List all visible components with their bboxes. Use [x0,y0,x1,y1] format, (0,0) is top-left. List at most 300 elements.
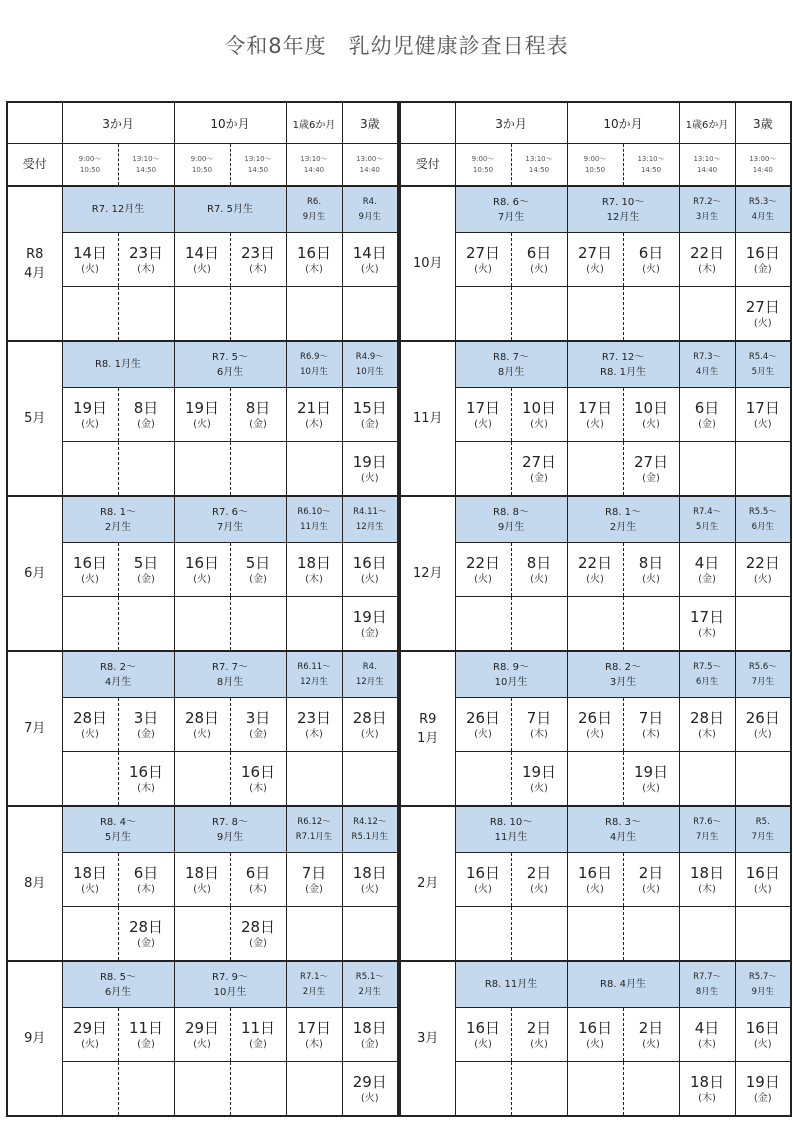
date-weekday: (金) [137,573,155,585]
birth-range-line: 9月生 [358,211,381,222]
date-row [7,1008,398,1062]
birth-range-line: R7.4〜 [693,506,721,517]
birth-range [735,806,791,853]
date-weekday: (火) [753,728,772,740]
birth-range [455,806,567,853]
date-cell [286,597,342,652]
reception-time [118,144,174,187]
birth-range-line: 7月生 [751,831,774,842]
birth-range-line: R5.4〜 [748,351,777,362]
date-day: 8日 [245,398,271,417]
birth-range-line: R8. 7〜 [493,351,530,363]
birth-row [400,806,791,853]
date-cell [118,1062,174,1117]
birth-row [400,186,791,233]
date-cell [62,287,118,342]
date-weekday: (火) [586,883,604,895]
date-cell [118,597,174,652]
reception-time [735,144,791,187]
date-cell [511,233,567,287]
date-row [400,1008,791,1062]
date-weekday: (火) [360,472,379,484]
date-cell [567,233,623,287]
date-cell [623,442,679,497]
date-day: 16日 [465,863,501,882]
birth-range [174,961,286,1008]
date-cell [174,597,230,652]
date-cell [62,233,118,287]
date-cell [455,907,511,962]
reception-time [174,144,230,187]
birth-range-line: 5月生 [751,366,774,377]
date-day: 22日 [745,553,780,572]
time-line: 13:00〜 [356,154,384,163]
date-day: 6日 [133,863,159,882]
date-day: 17日 [465,398,501,417]
birth-range-line: 6月生 [695,676,719,687]
date-cell [286,543,342,597]
date-day: 8日 [638,553,664,572]
date-weekday: (火) [474,418,492,430]
date-day: 5日 [133,553,159,572]
birth-range-line: R8. 8〜 [493,506,530,518]
date-weekday: (火) [753,1038,772,1050]
birth-range-line: R5.3〜 [748,196,777,207]
date-day: 19日 [352,607,387,626]
extra-date-row [400,907,791,962]
time-line: 14:40 [359,165,380,174]
birth-range [342,651,398,698]
date-day: 27日 [745,297,780,316]
birth-range-line: 12月生 [355,521,384,532]
date-weekday: (金) [249,937,267,949]
birth-range [455,186,567,233]
date-cell [230,233,286,287]
date-cell [230,853,286,907]
birth-range-line: R7. 12月生 [91,204,145,215]
birth-range-line: R6. [307,196,322,207]
date-day: 3日 [245,708,271,727]
date-cell [174,752,230,807]
date-weekday: (金) [698,418,716,430]
date-weekday: (木) [249,883,267,895]
birth-range-line: R8. 1〜 [99,506,137,518]
date-cell [286,1062,342,1117]
date-day: 27日 [465,243,501,262]
birth-range-line: 5月生 [695,521,719,532]
birth-range-line: 4月生 [751,211,774,222]
birth-range-line: 4月生 [609,831,637,843]
date-day: 2日 [526,1018,552,1037]
month-label-line: 11月 [412,411,443,426]
birth-range-line: R4. [362,661,377,672]
date-cell [679,442,735,497]
date-weekday: (火) [193,573,211,585]
date-weekday: (火) [474,573,492,585]
extra-date-row [7,752,398,807]
reception-time [342,144,398,187]
date-day: 5日 [245,553,271,572]
birth-range-line: R7. 9〜 [212,971,249,983]
birth-range-line: R4.9〜 [355,351,384,362]
date-day: 17日 [296,1018,332,1037]
extra-date-row [7,442,398,497]
month-label [7,961,62,1116]
date-day: 19日 [521,762,557,781]
date-weekday: (火) [530,782,548,794]
date-cell [62,597,118,652]
time-line: 10:50 [79,165,101,174]
birth-range [455,651,567,698]
date-cell [679,1008,735,1062]
date-cell [62,752,118,807]
date-cell [511,388,567,442]
date-cell [455,597,511,652]
date-cell [455,233,511,287]
date-cell [118,287,174,342]
date-weekday: (火) [530,263,548,275]
birth-range-line: R8. 10〜 [489,816,533,828]
date-cell [567,853,623,907]
date-weekday: (金) [360,1038,379,1050]
birth-range [342,186,398,233]
date-day: 22日 [577,553,613,572]
date-weekday: (金) [360,627,379,639]
date-weekday: (木) [698,1038,716,1050]
date-row [400,853,791,907]
date-weekday: (火) [586,728,604,740]
time-line: 14:50 [640,165,662,174]
birth-range-line: R7. 5月生 [207,204,254,215]
date-cell [567,388,623,442]
date-day: 29日 [352,1072,387,1091]
birth-row [400,651,791,698]
date-day: 10日 [633,398,669,417]
date-row [7,853,398,907]
date-cell [623,907,679,962]
birth-range-line: R6.10〜 [297,506,331,517]
date-weekday: (金) [137,728,155,740]
month-label [7,186,62,341]
date-day: 28日 [128,917,164,936]
birth-range-line: R8. 4〜 [99,816,137,828]
birth-range [735,496,791,543]
date-cell [623,1008,679,1062]
date-weekday: (木) [305,728,323,740]
reception-time [62,144,118,187]
month-label-line: 8月 [24,876,46,891]
date-cell [62,1062,118,1117]
birth-range-line: R8. 1月生 [600,366,647,378]
month-label [7,806,62,961]
month-label [7,651,62,806]
birth-range-line: 8月生 [216,676,244,688]
date-cell [455,287,511,342]
date-row [400,698,791,752]
birth-range-line: 3月生 [695,211,719,222]
date-weekday: (金) [249,728,267,740]
date-cell [286,907,342,962]
date-weekday: (木) [698,263,716,275]
date-weekday: (火) [642,883,660,895]
date-cell [455,543,511,597]
date-weekday: (火) [193,728,211,740]
corner-cell [7,102,62,144]
date-day: 27日 [633,452,669,471]
birth-range-line: R8. 4月生 [600,979,647,990]
time-line: 13:10〜 [300,154,328,163]
date-cell [342,442,398,497]
date-cell [118,698,174,752]
date-cell [623,597,679,652]
date-cell [62,543,118,597]
date-cell [455,442,511,497]
birth-range-line: 9月生 [216,831,244,843]
birth-range [286,961,342,1008]
date-weekday: (木) [305,573,323,585]
page-title: 令和8年度 乳幼児健康診査日程表 [224,34,569,58]
date-day: 17日 [577,398,613,417]
birth-range-line: R8. 1月生 [94,359,142,370]
date-day: 16日 [72,553,108,572]
date-weekday: (火) [642,263,660,275]
date-cell [286,1008,342,1062]
date-day: 28日 [72,708,108,727]
date-weekday: (火) [586,1038,604,1050]
date-day: 28日 [184,708,220,727]
date-cell [286,752,342,807]
birth-range-line: R5.7〜 [748,971,777,982]
birth-range [735,341,791,388]
date-weekday: (火) [642,418,660,430]
date-weekday: (火) [193,418,211,430]
date-cell [735,907,791,962]
date-day: 26日 [577,708,613,727]
date-weekday: (火) [753,573,772,585]
header-group: 10か月 [174,102,286,144]
birth-range-line: R7. 5〜 [212,351,249,363]
time-line: 9:00〜 [471,154,495,163]
birth-range [174,651,286,698]
date-day: 22日 [465,553,501,572]
birth-range-line: 12月生 [300,676,328,687]
reception-time [286,144,342,187]
birth-range [567,186,679,233]
date-weekday: (火) [81,883,99,895]
date-cell [342,597,398,652]
date-weekday: (火) [360,263,379,275]
date-day: 6日 [638,243,664,262]
month-label-line: 4月 [24,265,46,281]
birth-range-line: R8. 9〜 [493,661,530,673]
date-cell [455,1008,511,1062]
time-line: 10:50 [584,165,606,174]
date-weekday: (金) [137,937,155,949]
date-cell [679,388,735,442]
date-weekday: (火) [81,263,99,275]
date-day: 16日 [465,1018,501,1037]
birth-range-line: 6月生 [216,366,244,378]
reception-label: 受付 [400,144,455,187]
birth-range-line: 4月生 [104,676,132,688]
month-label-line: 7月 [24,721,46,736]
date-day: 16日 [128,762,164,781]
date-cell [455,388,511,442]
birth-range [455,341,567,388]
birth-range-line: 9月生 [751,986,774,997]
header-group: 1歳6か月 [679,102,735,144]
date-cell [342,1008,398,1062]
birth-range [567,961,679,1008]
date-cell [511,853,567,907]
header-group: 1歳6か月 [286,102,342,144]
birth-range [286,341,342,388]
time-line: 14:40 [696,165,718,174]
date-cell [679,1062,735,1117]
birth-range [342,341,398,388]
date-cell [567,698,623,752]
date-cell [230,907,286,962]
reception-time [511,144,567,187]
date-row [400,543,791,597]
birth-range-line: R7. 8〜 [212,816,249,828]
date-cell [174,1008,230,1062]
date-cell [679,543,735,597]
month-label-line: 9月 [24,1031,46,1046]
date-cell [679,597,735,652]
birth-range [679,186,735,233]
date-day: 15日 [352,398,387,417]
birth-range-line: R5.1月生 [351,831,388,842]
birth-range [62,186,174,233]
birth-range-line: 6月生 [751,521,774,532]
date-cell [623,287,679,342]
date-day: 14日 [184,243,220,262]
month-label-line: 5月 [24,411,46,426]
date-cell [679,907,735,962]
date-weekday: (火) [642,1038,660,1050]
month-label-line: 12月 [412,566,443,581]
date-day: 26日 [465,708,501,727]
birth-range-line: 2月生 [609,521,637,533]
date-day: 3日 [133,708,159,727]
date-day: 28日 [240,917,276,936]
birth-range-line: R8. 1〜 [605,506,642,518]
extra-date-row [7,287,398,342]
header-group: 3か月 [455,102,567,144]
date-day: 16日 [577,863,613,882]
date-cell [174,1062,230,1117]
birth-range-line: R7. 7〜 [212,661,249,673]
date-weekday: (木) [305,263,323,275]
date-cell [230,752,286,807]
time-line: 9:00〜 [78,154,102,163]
birth-range-line: R7. 10〜 [601,196,645,208]
date-cell [679,853,735,907]
birth-range [735,651,791,698]
date-weekday: (火) [753,317,772,329]
date-day: 7日 [526,708,552,727]
date-cell [679,287,735,342]
birth-range-line: 2月生 [104,521,132,533]
date-cell [174,388,230,442]
date-weekday: (火) [474,728,492,740]
birth-row [7,341,398,388]
month-label [400,651,455,806]
birth-range [455,961,567,1008]
date-cell [623,698,679,752]
birth-range-line: R7. 6〜 [212,506,249,518]
month-label-line: R9 [419,711,437,727]
date-cell [174,907,230,962]
birth-range-line: 3月生 [609,676,637,688]
date-cell [567,1062,623,1117]
birth-range-line: R8. 11月生 [484,979,538,990]
date-cell [511,1062,567,1117]
extra-date-row [400,287,791,342]
date-weekday: (火) [360,1092,379,1104]
date-weekday: (木) [137,883,155,895]
birth-range [174,496,286,543]
date-weekday: (火) [360,883,379,895]
date-cell [511,698,567,752]
date-cell [342,698,398,752]
birth-range [455,496,567,543]
month-label-line: 2月 [417,876,439,891]
birth-range [62,651,174,698]
header-group: 3歳 [342,102,398,144]
birth-range-line: 7月生 [695,831,719,842]
date-day: 16日 [240,762,276,781]
date-cell [623,543,679,597]
date-cell [735,597,791,652]
date-weekday: (木) [642,728,660,740]
date-day: 27日 [521,452,557,471]
birth-row [7,496,398,543]
time-line: 14:40 [303,165,325,174]
date-day: 16日 [184,553,220,572]
time-line: 10:50 [472,165,494,174]
date-day: 16日 [745,1018,780,1037]
header-row-times [7,144,398,187]
date-weekday: (火) [360,728,379,740]
schedule-table-left [6,101,399,1117]
birth-range [567,806,679,853]
date-cell [567,907,623,962]
header-row-groups [400,102,791,144]
date-cell [118,853,174,907]
birth-range-line: R4.11〜 [353,506,387,517]
date-cell [230,287,286,342]
birth-range-line: 11月生 [494,831,528,843]
date-cell [735,442,791,497]
date-cell [62,388,118,442]
date-cell [342,287,398,342]
birth-range-line: R8. 5〜 [99,971,137,983]
date-day: 19日 [184,398,220,417]
time-line: 10:50 [191,165,213,174]
date-weekday: (金) [698,573,716,585]
birth-row [400,496,791,543]
date-day: 23日 [128,243,164,262]
month-label [7,496,62,651]
date-cell [455,1062,511,1117]
birth-range-line: 7月生 [216,521,244,533]
reception-time [230,144,286,187]
reception-time [455,144,511,187]
date-weekday: (金) [360,418,379,430]
birth-range [62,961,174,1008]
